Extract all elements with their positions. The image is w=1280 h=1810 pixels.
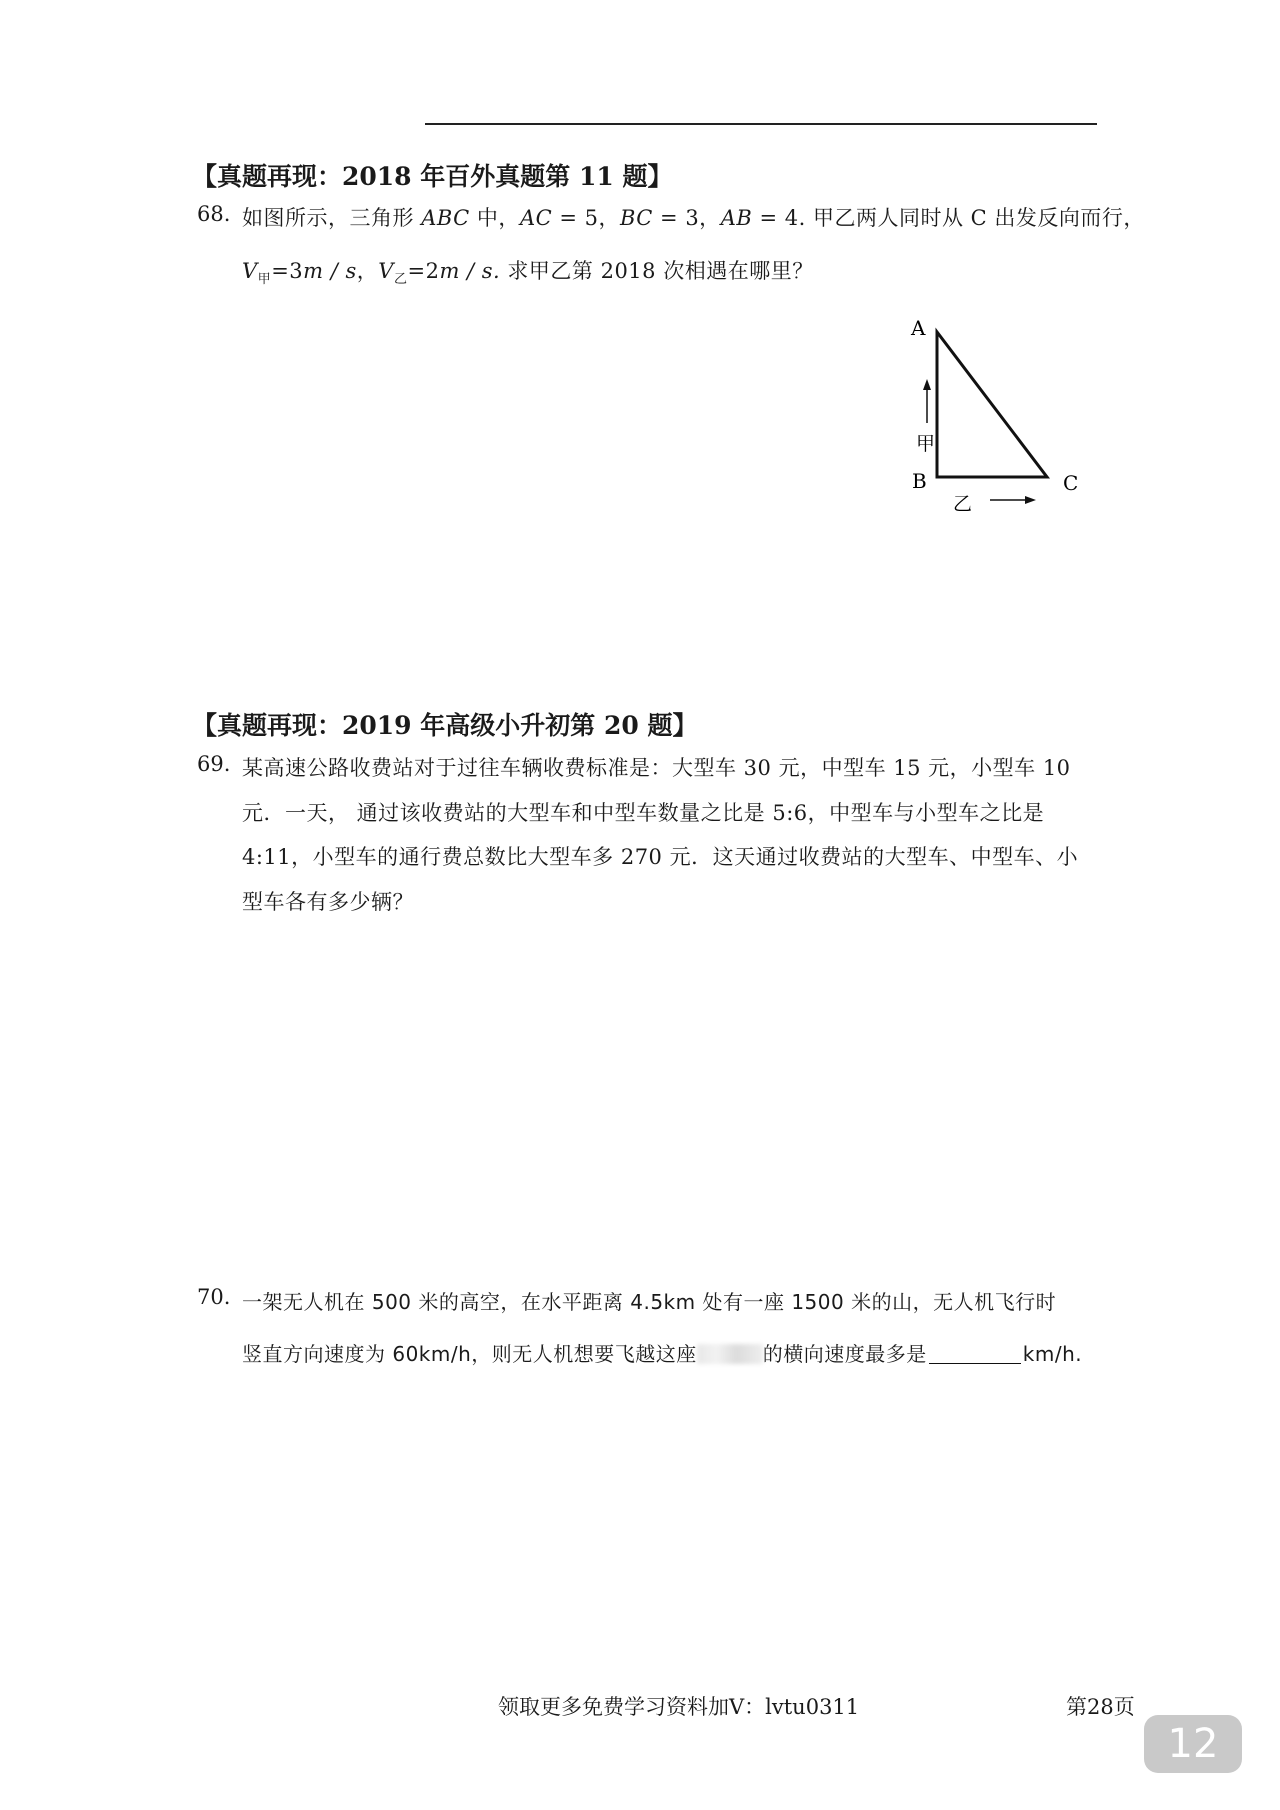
triangle-abc bbox=[937, 332, 1047, 477]
q68-text-line1: 如图所示，三角形 ABC 中，AC = 5，BC = 3，AB = 4. 甲乙两人同时从 C 出发反向而行， bbox=[242, 206, 1145, 230]
q69-section-title: 【真题再现：2019 年高级小升初第 20 题】 bbox=[192, 711, 698, 740]
q69-text-line4: 型车各有多少辆？ bbox=[242, 890, 414, 914]
q68-text-line2: $V_甲=3m / s$，$V_乙=2m / s$. 求甲乙第 2018 次相遇在哪里？ bbox=[242, 259, 814, 287]
q70-number: 70. bbox=[197, 1285, 231, 1309]
q69-text-line3: 4:11，小型车的通行费总数比大型车多 270 元．这天通过收费站的大型车、中型车、小 bbox=[242, 845, 1079, 869]
page-number: 第28页 bbox=[1066, 1695, 1135, 1719]
image-index-badge: 12 bbox=[1144, 1715, 1242, 1773]
vertex-label-c: C bbox=[1063, 471, 1079, 495]
q69-text-line2: 元．一天， 通过该收费站的大型车和中型车数量之比是 5:6，中型车与小型车之比是 bbox=[242, 801, 1045, 825]
vertex-label-a: A bbox=[911, 316, 926, 340]
q68-number: 68. bbox=[197, 202, 231, 226]
triangle-diagram bbox=[900, 315, 1100, 525]
q68-section-title: 【真题再现：2018 年百外真题第 11 题】 bbox=[192, 162, 673, 191]
q70-text-line2: 竖直方向速度为 60km/h，则无人机想要飞越这座 的横向速度最多是 km/h. bbox=[242, 1342, 1083, 1366]
label-jia: 甲 bbox=[916, 433, 936, 455]
q70-text-line1: 一架无人机在 500 米的高空，在水平距离 4.5km 处有一座 1500 米的山，无人机飞行时 bbox=[242, 1290, 1057, 1314]
redacted-blur bbox=[697, 1344, 763, 1364]
footer-promo-text: 领取更多免费学习资料加V：lvtu0311 bbox=[498, 1695, 860, 1719]
q69-text-line1: 某高速公路收费站对于过往车辆收费标准是：大型车 30 元，中型车 15 元，小型车 10 bbox=[242, 756, 1071, 780]
label-yi: 乙 bbox=[953, 493, 973, 515]
right-arrowhead-icon bbox=[1025, 496, 1036, 504]
header-rule bbox=[425, 123, 1097, 125]
up-arrowhead-icon bbox=[923, 379, 931, 390]
answer-blank bbox=[929, 1343, 1021, 1364]
q69-number: 69. bbox=[197, 752, 231, 776]
vertex-label-b: B bbox=[912, 469, 927, 493]
